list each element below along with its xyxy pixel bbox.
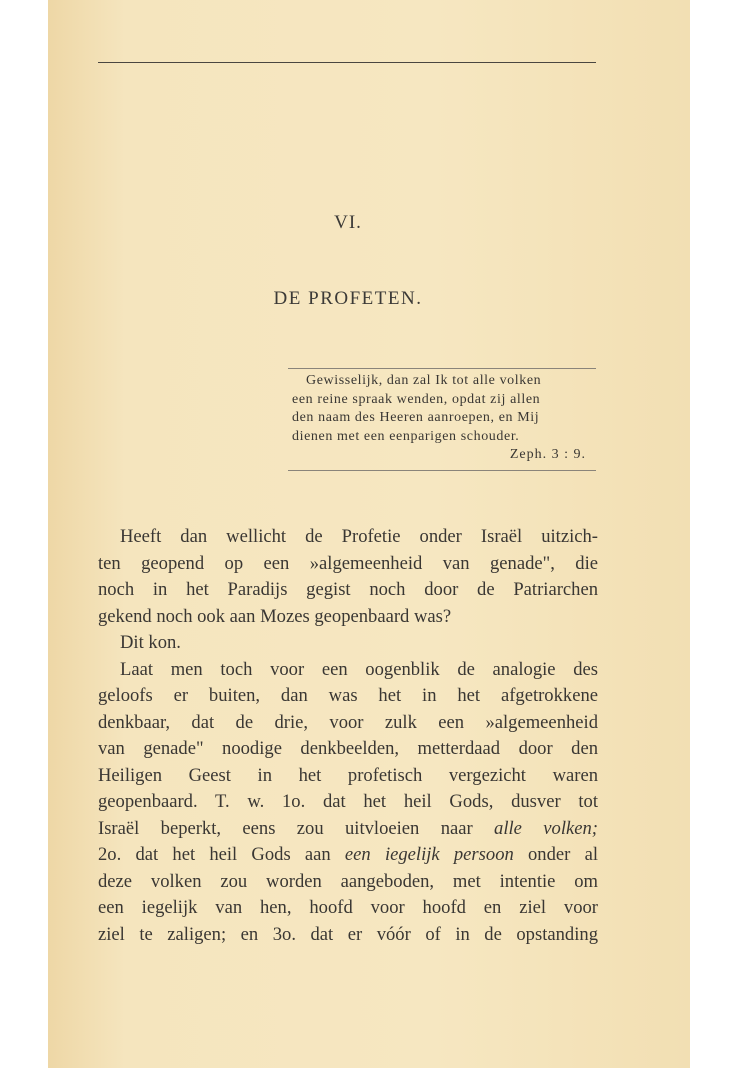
epigraph-rule-top — [288, 368, 596, 369]
text-line: geloofs er buiten, dan was het in het afgetrokkene — [98, 685, 598, 706]
chapter-title: DE PROFETEN. — [273, 288, 423, 309]
text-segment: Israël beperkt, eens zou uitvloeien naar — [98, 817, 495, 839]
epigraph-line: den naam des Heeren aanroepen, en Mij — [292, 410, 540, 426]
text-line: Dit kon. — [120, 632, 181, 653]
text-line: denkbaar, dat de drie, voor zulk een »algemeenheid — [98, 711, 598, 733]
text-line: Heiligen Geest in het profetisch vergezicht waren — [98, 764, 598, 786]
text-line: gekend noch ook aan Mozes geopenbaard was? — [98, 605, 452, 627]
text-line: van genade" noodige denkbeelden, metterdaad door den — [98, 738, 598, 759]
text-line: ziel te zaligen; en 3o. dat er vóór of in de opstanding — [98, 923, 598, 945]
text-line: een iegelijk van hen, hoofd voor hoofd en ziel voor — [98, 897, 598, 918]
epigraph-line: dienen met een eenparigen schouder. — [292, 428, 520, 444]
text-line — [98, 842, 598, 869]
epigraph-reference: Zeph. 3 : 9. — [509, 447, 586, 463]
text-segment: onder al — [513, 844, 598, 865]
text-line: Laat men toch voor een oogenblik de analogie des — [120, 658, 598, 680]
italic-emphasis: een iegelijk persoon — [344, 844, 514, 865]
text-line: deze volken zou worden aangeboden, met intentie om — [98, 870, 598, 892]
body-text — [98, 524, 598, 948]
header-rule — [98, 62, 596, 63]
epigraph — [292, 372, 598, 465]
text-line: geopenbaard. T. w. 1o. dat het heil Gods, dusver tot — [98, 791, 598, 812]
text-line: noch in het Paradijs gegist noch door de Patriarchen — [98, 579, 598, 600]
epigraph-rule-bottom — [288, 470, 596, 471]
epigraph-line: een reine spraak wenden, opdat zij allen — [292, 391, 541, 407]
chapter-number: VI. — [334, 212, 362, 233]
text-line — [98, 816, 598, 843]
text-segment: 2o. dat het heil Gods aan — [98, 844, 345, 865]
epigraph-line: Gewisselijk, dan zal Ik tot alle volken — [306, 373, 542, 388]
book-page — [48, 0, 690, 1068]
italic-emphasis: alle volken; — [494, 817, 598, 839]
text-line: ten geopend op een »algemeenheid van genade", die — [98, 552, 598, 574]
text-line: Heeft dan wellicht de Profetie onder Israël uitzich- — [120, 526, 598, 547]
